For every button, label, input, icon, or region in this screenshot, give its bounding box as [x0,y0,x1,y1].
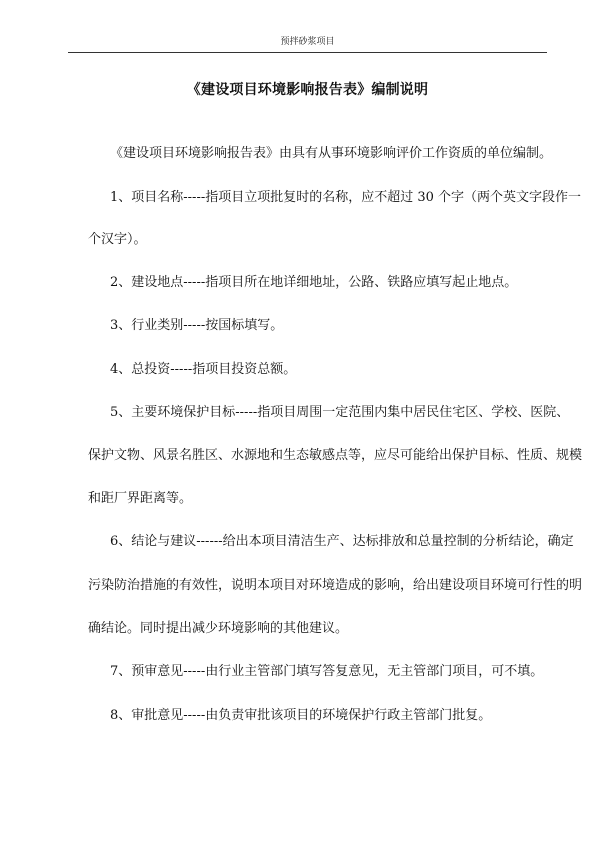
item-3: 3、行业类别-----按国标填写。 [110,318,284,333]
item-1-line-2: 个汉字）。 [88,232,147,247]
intro-paragraph: 《建设项目环境影响报告表》由具有从事环境影响评价工作资质的单位编制。 [110,146,553,161]
item-1-line-1: 1、项目名称-----指项目立项批复时的名称，应不超过 30 个字（两个英文字段作一 [110,190,582,205]
item-7: 7、预审意见-----由行业主管部门填写答复意见，无主管部门项目，可不填。 [110,664,544,679]
item-6-line-3: 确结论。同时提出减少环境影响的其他建议。 [88,621,349,636]
item-5-line-3: 和距厂界距离等。 [88,491,193,506]
item-5-line-1: 5、主要环境保护目标-----指项目周围一定范围内集中居民住宅区、学校、医院、 [110,405,570,420]
page-header: 预拌砂浆项目 [280,37,335,47]
item-4: 4、总投资-----指项目投资总额。 [110,362,297,377]
item-6-line-2: 污染防治措施的有效性，说明本项目对环境造成的影响，给出建设项目环境可行性的明 [88,578,583,593]
item-5-line-2: 保护文物、风景名胜区、水源地和生态敏感点等，应尽可能给出保护目标、性质、规模 [88,448,583,463]
document-title: 《建设项目环境影响报告表》编制说明 [186,82,429,98]
item-8: 8、审批意见-----由负责审批该项目的环境保护行政主管部门批复。 [110,708,492,723]
item-6-line-1: 6、结论与建议------给出本项目清洁生产、达标排放和总量控制的分析结论，确定 [110,534,574,549]
item-2: 2、建设地点-----指项目所在地详细地址，公路、铁路应填写起止地点。 [110,275,518,290]
header-divider [68,52,547,53]
